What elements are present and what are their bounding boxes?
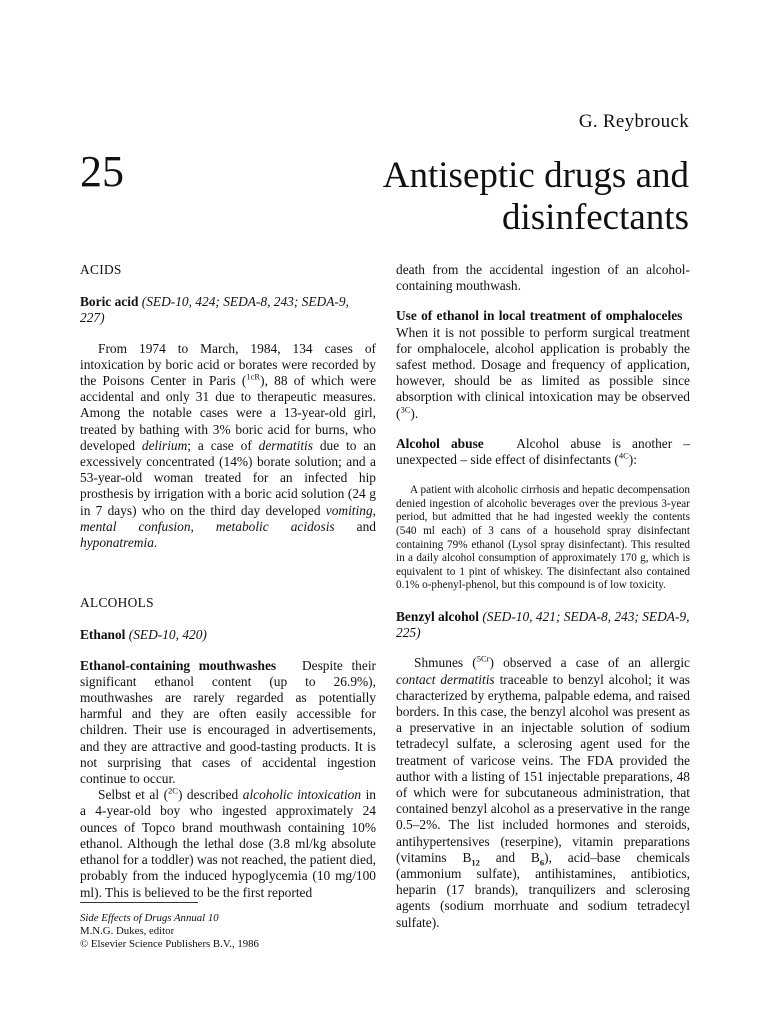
mouthwash-runin-heading: Ethanol-containing mouthwashes bbox=[80, 657, 277, 673]
footnote-rule bbox=[80, 902, 198, 903]
citation: 1cR bbox=[246, 371, 261, 382]
ethanol-title: Ethanol bbox=[80, 627, 126, 643]
section-heading-alcohols: ALCOHOLS bbox=[80, 595, 154, 611]
footnote-editor: M.N.G. Dukes, editor bbox=[80, 925, 175, 937]
subscript: 12 bbox=[471, 857, 480, 868]
chapter-number: 25 bbox=[80, 147, 124, 196]
mouthwash-paragraph: Ethanol-containing mouthwashes Despite their significant ethanol content (up to 26.9%), mouthwashes are rarely regarded as potentially harmful and they are often easily accessible for children. Their use is encouraged in advertisements, and they are attractive and good-tasting products. It is not surprising that cases of accidental ingestion continue to occur. bbox=[80, 657, 377, 787]
chapter-title-line2: disinfectants bbox=[501, 197, 689, 238]
subheading-ethanol bbox=[80, 627, 376, 643]
alcohol-abuse-paragraph: Alcohol abuse Alcohol abuse is another – unexpected – side effect of disinfectants ($^{4C}$): bbox=[396, 435, 690, 468]
subscript: 6 bbox=[539, 857, 545, 868]
subheading-benzyl-alcohol bbox=[396, 609, 690, 641]
ethanol-reference: (SED-10, 420) bbox=[128, 627, 207, 643]
footnote bbox=[80, 912, 320, 951]
alcohol-abuse-runin-heading: Alcohol abuse bbox=[396, 435, 484, 451]
chapter-title bbox=[269, 155, 689, 239]
shmunes-paragraph: Shmunes ($^{5Cr}$) observed a case of an allergic contact dermatitis traceable to benzyl alcohol; it was characterized by erythema, palpable edema, and raised borders. In this case, the benzyl alcohol was present as a preservative in an injectable solution of sodium tetradecyl sulfate, a sclerosing agent used for the treatment of varicose veins. The FDA provided the author with a listing of 151 injectable preparations, 48 of which were for subcutaneous administration, that contained benzyl alcohol as a preservative in the range 0.5–2%. The list included hormones and steroids, antihypertensives (reserpine), vitamin preparations (vitamins $B_{12}$ and $B_6$), acid–base chemicals (ammonium sulfate), antihistamines, antibiotics, heparin (17 brands), tranquilizers and sclerosing agents (sodium morrhuate and sodium tetradecyl sulfate). bbox=[396, 653, 691, 930]
footnote-copyright: © Elsevier Science Publishers B.V., 1986 bbox=[80, 938, 259, 950]
citation: 2C bbox=[168, 785, 178, 796]
section-heading-acids: ACIDS bbox=[80, 262, 122, 277]
citation: 5Cr bbox=[476, 653, 490, 664]
subheading-boric-acid bbox=[80, 294, 376, 326]
citation: 4C bbox=[618, 450, 629, 461]
boric-acid-paragraph: From 1974 to March, 1984, 134 cases of intoxication by boric acid or borates were recorded by the Poisons Center in Paris ($^{1cR}$), 88 of which were accidental and only 31 due to therapeutic measures. Among the notable cases were a 13-year-old girl, treated by bathing with 3% boric acid for burns, who developed delirium; a case of dermatitis due to an excessively concentrated (14%) borate solution; and a 53-year-old woman treated for an infected hip prosthesis by irrigation with a boric acid solution (24 g in 7 days) who on the third day developed vomiting, mental confusion, metabolic acidosis and hyponatremia. bbox=[80, 340, 377, 551]
benzyl-alcohol-title: Benzyl alcohol bbox=[396, 608, 479, 624]
case-report: A patient with alcoholic cirrhosis and hepatic decompensation denied ingestion of alcoholic beverages over the previous 3-year period, but admitted that he had ingested weekly the contents (540 ml each) of 3 cans of a household spray disinfectant containing 79% ethanol (Lysol spray disinfectant). This resulted in a daily alcohol consumption of approximately 170 g, which is equivalent to 1 pint of whiskey. The disinfectant also contained 0.1% o-phenyl-phenol, but this compound is of low toxicity. bbox=[396, 484, 690, 592]
citation: 3C bbox=[400, 404, 411, 415]
omphalocele-runin-heading: Use of ethanol in local treatment of omphaloceles bbox=[396, 308, 683, 324]
boric-acid-reference: (SED-10, 424; SEDA-8, 243; SEDA-9, 227) bbox=[80, 294, 349, 326]
left-column bbox=[80, 262, 376, 901]
chapter-title-line1: Antiseptic drugs and bbox=[382, 155, 689, 196]
omphalocele-paragraph: Use of ethanol in local treatment of omphaloceles When it is not possible to perform surgical treatment for omphalocele, alcohol application is probably the safest method. Dosage and frequency of application, however, should be as limited as possible since absorption with clinical intoxication may be observed ($^{3C}$). bbox=[396, 308, 690, 421]
boric-acid-title: Boric acid bbox=[80, 294, 139, 310]
benzyl-alcohol-reference: (SED-10, 421; SEDA-8, 243; SEDA-9, 225) bbox=[396, 608, 690, 641]
selbst-paragraph: Selbst et al ($^{2C}$) described alcoholic intoxication in a 4-year-old boy who ingested approximately 24 ounces of Topco brand mouthwash containing 10% ethanol. Although the lethal dose (3.8 ml/kg absolute ethanol for a toddler) was not reached, the patient died, probably from the induced hypoglycemia (10 mg/100 ml). This is believed to be the first reported bbox=[80, 785, 376, 900]
author-name: G. Reybrouck bbox=[578, 111, 689, 132]
right-column bbox=[396, 262, 690, 931]
continued-paragraph: death from the accidental ingestion of an alcohol-containing mouthwash. bbox=[396, 262, 690, 294]
footnote-book-title: Side Effects of Drugs Annual 10 bbox=[80, 912, 219, 924]
